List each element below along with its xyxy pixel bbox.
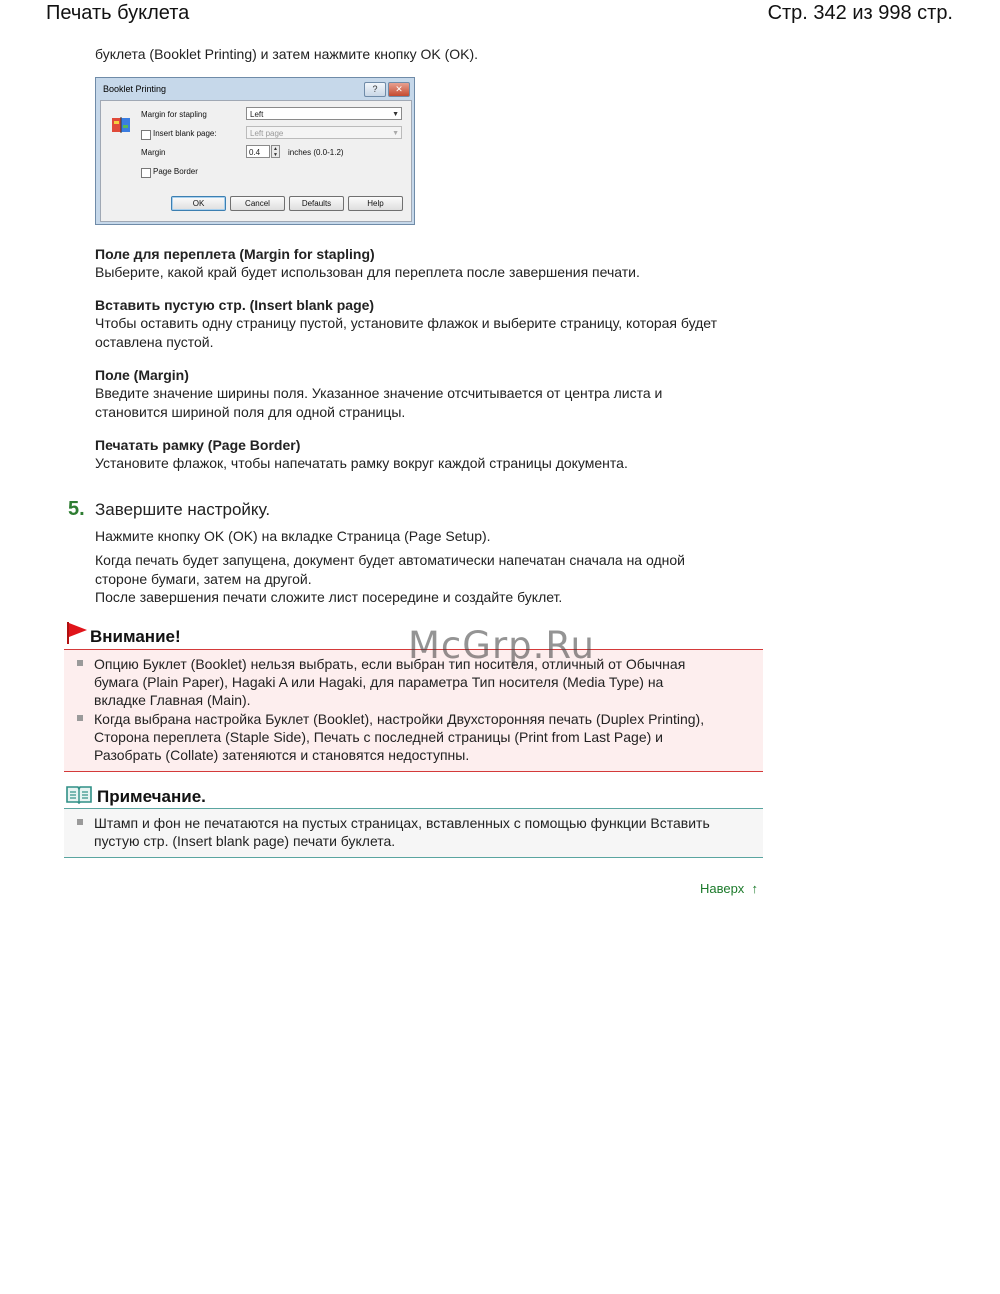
caution-item-text: Опцию Буклет (Booklet) нельзя выбрать, если выбран тип носителя, отличный от Обычная xyxy=(94,656,686,672)
dialog-title: Booklet Printing xyxy=(103,84,167,94)
booklet-printing-dialog xyxy=(95,77,415,225)
section-title: Поле (Margin) xyxy=(95,367,189,383)
bullet-icon xyxy=(77,715,83,721)
section-text: Установите флажок, чтобы напечатать рамку вокруг каждой страницы документа. xyxy=(95,455,628,471)
open-book-icon xyxy=(66,784,92,804)
help-button[interactable]: Help xyxy=(348,196,403,211)
bullet-icon xyxy=(77,819,83,825)
section-title: Поле для переплета (Margin for stapling) xyxy=(95,246,375,262)
step-text: Когда печать будет запущена, документ будет автоматически напечатан сначала на одной xyxy=(95,552,685,568)
dialog-window-controls xyxy=(364,82,410,97)
margin-input[interactable]: 0.4 xyxy=(246,145,270,158)
margin-for-stapling-select[interactable] xyxy=(246,107,402,120)
booklet-icon xyxy=(110,115,132,135)
page-header-title: Печать буклета xyxy=(46,2,190,24)
note-top-rule xyxy=(64,808,763,809)
step-text: Нажмите кнопку OK (OK) на вкладке Страница (Page Setup). xyxy=(95,528,491,544)
section-title: Печатать рамку (Page Border) xyxy=(95,437,301,453)
margin-unit-label: inches (0.0-1.2) xyxy=(288,148,344,157)
red-flag-icon xyxy=(66,621,88,645)
page-header-page-info: Стр. 342 из 998 стр. xyxy=(767,2,953,24)
section-title: Вставить пустую стр. (Insert blank page) xyxy=(95,297,375,313)
step-text: После завершения печати сложите лист посередине и создайте буклет. xyxy=(95,589,563,605)
caution-item-text: Сторона переплета (Staple Side), Печать с последней страницы (Print from Last Page) и xyxy=(94,729,663,745)
defaults-button[interactable]: Defaults xyxy=(289,196,344,211)
up-arrow-icon: ↑ xyxy=(747,881,758,896)
caution-item-text: Разобрать (Collate) затеняются и становятся недоступны. xyxy=(94,747,470,763)
bullet-icon xyxy=(77,660,83,666)
caution-title: Внимание! xyxy=(90,627,181,646)
section-text: становится шириной поля для одной страницы. xyxy=(95,404,406,420)
margin-label: Margin xyxy=(141,148,166,157)
close-icon[interactable]: ✕ xyxy=(388,82,410,97)
caution-item-text: Когда выбрана настройка Буклет (Booklet), настройки Двухсторонняя печать (Duplex Printing), xyxy=(94,711,705,727)
section-text: Введите значение ширины поля. Указанное значение отсчитывается от центра листа и xyxy=(95,385,663,401)
ok-button[interactable]: OK xyxy=(171,196,226,211)
step-number: 5. xyxy=(68,498,85,520)
section-text: Чтобы оставить одну страницу пустой, установите флажок и выберите страницу, которая будет xyxy=(95,315,718,331)
insert-blank-page-checkbox[interactable] xyxy=(141,130,151,140)
watermark: McGrp.Ru xyxy=(408,624,595,667)
insert-blank-page-label: Insert blank page: xyxy=(153,129,217,138)
margin-for-stapling-label: Margin for stapling xyxy=(141,110,207,119)
step-title: Завершите настройку. xyxy=(95,500,271,519)
margin-for-stapling-value: Left xyxy=(250,110,264,119)
margin-stepper[interactable]: ▲ ▼ xyxy=(271,145,280,158)
page-border-checkbox[interactable] xyxy=(141,168,151,178)
caution-item-text: вкладке Главная (Main). xyxy=(94,692,251,708)
step-text: стороне бумаги, затем на другой. xyxy=(95,571,312,587)
note-item-text: пустую стр. (Insert blank page) печати буклета. xyxy=(94,833,396,849)
chevron-down-icon: ▼ xyxy=(392,130,399,137)
back-to-top-label: Наверх xyxy=(700,881,745,896)
intro-text: буклета (Booklet Printing) и затем нажмите кнопку OK (OK). xyxy=(95,46,479,62)
section-text: Выберите, какой край будет использован для переплета после завершения печати. xyxy=(95,264,640,280)
insert-blank-page-value: Left page xyxy=(250,129,284,138)
note-title: Примечание. xyxy=(97,787,206,806)
help-question-icon[interactable]: ? xyxy=(364,82,386,97)
chevron-down-icon: ▼ xyxy=(392,111,399,118)
caution-item-text: бумага (Plain Paper), Hagaki A или Hagaki, для параметра Тип носителя (Media Type) на xyxy=(94,674,664,690)
section-text: оставлена пустой. xyxy=(95,334,214,350)
dialog-body xyxy=(100,100,412,222)
insert-blank-page-select[interactable] xyxy=(246,126,402,139)
note-item-text: Штамп и фон не печатаются на пустых страницах, вставленных с помощью функции Вставить xyxy=(94,815,710,831)
cancel-button[interactable]: Cancel xyxy=(230,196,285,211)
back-to-top-link[interactable] xyxy=(700,881,758,896)
page-border-label: Page Border xyxy=(153,167,198,176)
